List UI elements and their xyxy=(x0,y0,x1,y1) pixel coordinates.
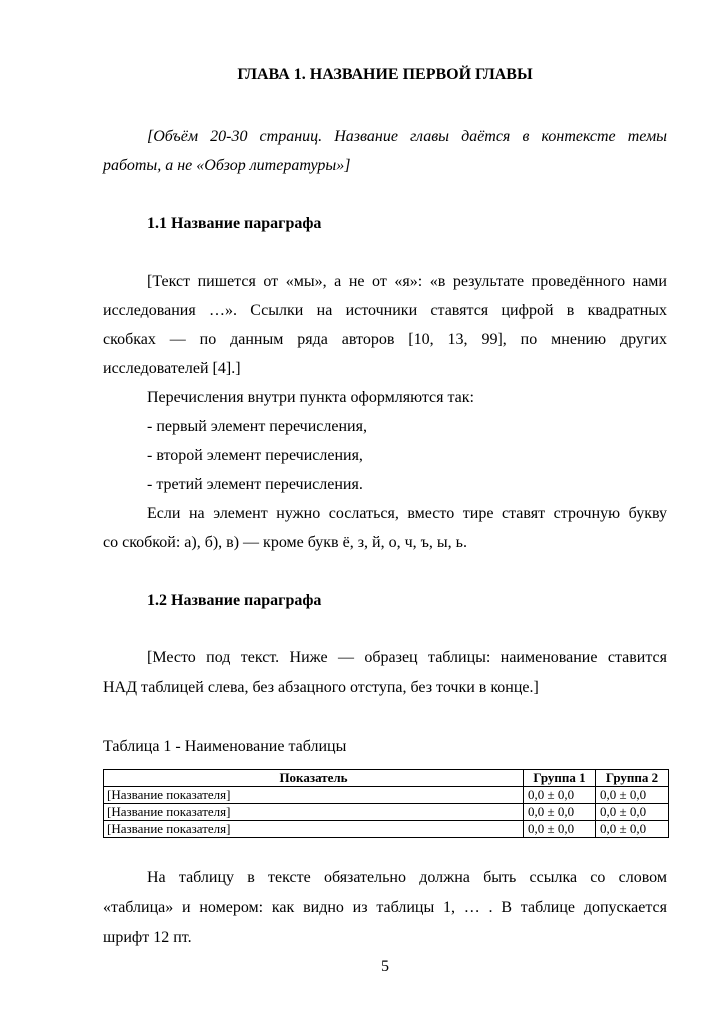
table-header-cell: Показатель xyxy=(104,770,524,787)
table-cell: [Название показателя] xyxy=(104,787,524,804)
table-cell: [Название показателя] xyxy=(104,821,524,838)
table-cell: 0,0 ± 0,0 xyxy=(596,787,669,804)
table-cell: 0,0 ± 0,0 xyxy=(524,787,596,804)
list-intro: Перечисления внутри пункта оформляются так: xyxy=(147,389,474,406)
table-cell: 0,0 ± 0,0 xyxy=(524,804,596,821)
list-item: - первый элемент перечисления, xyxy=(147,418,367,435)
table-cell: 0,0 ± 0,0 xyxy=(596,821,669,838)
page-number: 5 xyxy=(381,958,389,975)
table-cell: 0,0 ± 0,0 xyxy=(596,804,669,821)
list-item: - третий элемент перечисления. xyxy=(147,476,363,493)
table-header-cell: Группа 2 xyxy=(596,770,669,787)
table-header-row xyxy=(104,770,669,787)
chapter-title: ГЛАВА 1. НАЗВАНИЕ ПЕРВОЙ ГЛАВЫ xyxy=(237,66,533,83)
closing-line-3: шрифт 12 пт. xyxy=(103,929,192,946)
section-2-heading: 1.2 Название параграфа xyxy=(147,592,322,609)
after-list-line-2: со скобкой: а), б), в) — кроме букв ё, з, й, о, ч, ъ, ы, ь. xyxy=(103,534,467,551)
table-cell: [Название показателя] xyxy=(104,804,524,821)
section-1-paragraph-line-3: скобках — по данным ряда авторов [10, 13, 99], по мнению других xyxy=(103,331,667,348)
intro-note-line-1: [Объём 20-30 страниц. Название главы даётся в контексте темы xyxy=(147,128,667,145)
section-2-paragraph-line-1: [Место под текст. Ниже — образец таблицы: наименование ставится xyxy=(147,649,667,666)
section-1-heading: 1.1 Название параграфа xyxy=(147,215,322,232)
table-cell: 0,0 ± 0,0 xyxy=(524,821,596,838)
data-table xyxy=(103,769,669,838)
section-1-paragraph-line-4: исследователей [4].] xyxy=(103,360,241,377)
section-2-paragraph-line-2: НАД таблицей слева, без абзацного отступа, без точки в конце.] xyxy=(103,679,539,696)
section-1-paragraph-line-1: [Текст пишется от «мы», а не от «я»: «в результате проведённого нами xyxy=(147,273,667,290)
table-row xyxy=(104,804,669,821)
after-list-line-1: Если на элемент нужно сослаться, вместо тире ставят строчную букву xyxy=(147,505,667,522)
table-row xyxy=(104,787,669,804)
closing-line-1: На таблицу в тексте обязательно должна быть ссылка со словом xyxy=(147,869,667,886)
table-caption: Таблица 1 - Наименование таблицы xyxy=(103,738,347,755)
table-header-cell: Группа 1 xyxy=(524,770,596,787)
table-row xyxy=(104,821,669,838)
intro-note-line-2: работы, а не «Обзор литературы»] xyxy=(103,157,351,174)
list-item: - второй элемент перечисления, xyxy=(147,447,363,464)
closing-line-2: «таблица» и номером: как видно из таблицы 1, … . В таблице допускается xyxy=(103,899,667,916)
section-1-paragraph-line-2: исследования …». Ссылки на источники ставятся цифрой в квадратных xyxy=(103,302,667,319)
